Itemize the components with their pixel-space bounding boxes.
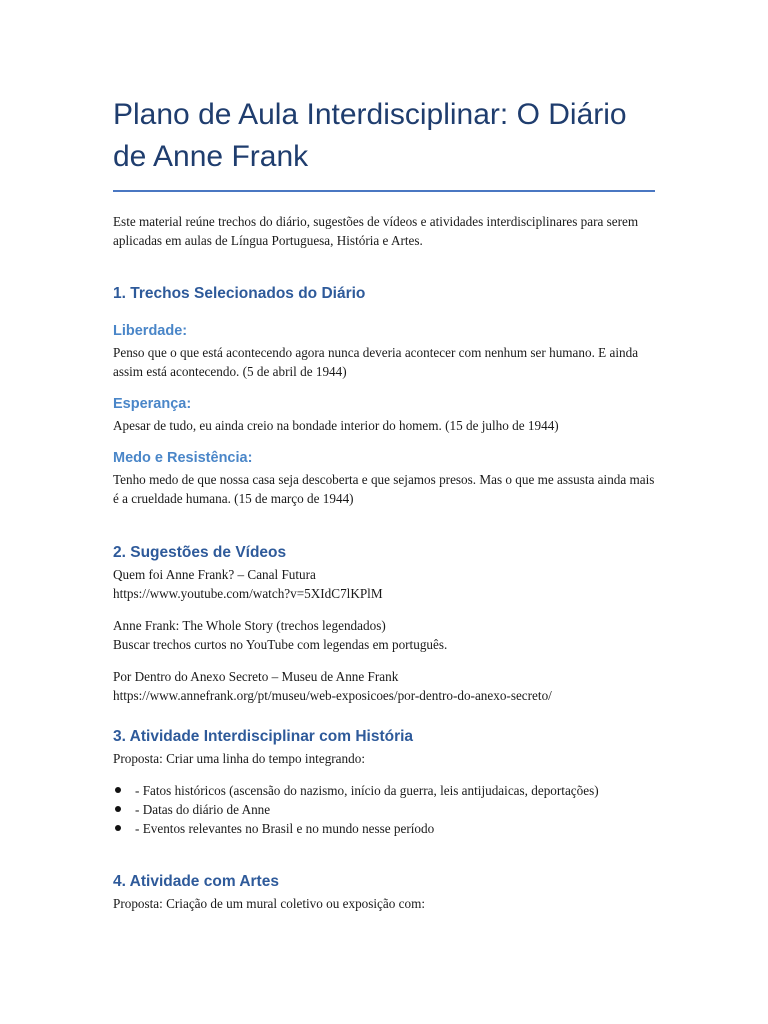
video-title: Anne Frank: The Whole Story (trechos legendados): [113, 618, 386, 633]
history-bullet-list: [113, 781, 658, 838]
list-item-text: - Datas do diário de Anne: [135, 802, 271, 817]
excerpt-label-liberdade: Liberdade:: [113, 323, 188, 339]
excerpt-text-esperanca: Apesar de tudo, eu ainda creio na bondade interior do homem. (15 de julho de 1944): [113, 418, 559, 433]
list-item-text: - Eventos relevantes no Brasil e no mundo nesse período: [135, 821, 435, 836]
excerpt-label-medo: Medo e Resistência:: [113, 450, 253, 466]
section-heading-videos: 2. Sugestões de Vídeos: [113, 544, 287, 561]
bullet-icon: [115, 787, 121, 793]
video-note: Buscar trechos curtos no YouTube com legendas em português.: [113, 637, 448, 652]
document-title: Plano de Aula Interdisciplinar: O Diário de Anne Frank: [113, 98, 627, 173]
video-link[interactable]: https://www.annefrank.org/pt/museu/web-exposicoes/por-dentro-do-anexo-secreto/: [113, 688, 552, 703]
video-item: [113, 667, 658, 705]
video-item: [113, 565, 658, 603]
list-item-text: - Fatos históricos (ascensão do nazismo, início da guerra, leis antijudaicas, deportações): [135, 783, 599, 798]
history-proposal: Proposta: Criar uma linha do tempo integrando:: [113, 751, 365, 766]
section-heading-arts: 4. Atividade com Artes: [113, 873, 279, 890]
section-heading-excerpts: 1. Trechos Selecionados do Diário: [113, 285, 366, 302]
video-title: Quem foi Anne Frank? – Canal Futura: [113, 567, 316, 582]
list-item: [113, 819, 658, 838]
list-item: [113, 800, 658, 819]
video-item: [113, 616, 658, 654]
video-title: Por Dentro do Anexo Secreto – Museu de Anne Frank: [113, 669, 399, 684]
excerpt-text-liberdade: Penso que o que está acontecendo agora nunca deveria acontecer com nenhum ser humano. E ainda assim está acontecendo. (5 de abril de 1944): [113, 345, 639, 379]
list-item: [113, 781, 658, 800]
document-body: [113, 0, 658, 913]
excerpt-text-medo: Tenho medo de que nossa casa seja descoberta e que sejamos presos. Mas o que me assusta ainda mais é a crueldade humana. (15 de março de 1944): [113, 472, 655, 506]
video-link[interactable]: https://www.youtube.com/watch?v=5XIdC7lKPlM: [113, 586, 383, 601]
title-underline: [113, 190, 655, 192]
arts-proposal: Proposta: Criação de um mural coletivo ou exposição com:: [113, 896, 426, 911]
section-heading-history: 3. Atividade Interdisciplinar com História: [113, 728, 414, 745]
intro-paragraph: Este material reúne trechos do diário, sugestões de vídeos e atividades interdisciplinares para serem aplicadas em aulas de Língua Portuguesa, História e Artes.: [113, 214, 639, 248]
bullet-icon: [115, 806, 121, 812]
bullet-icon: [115, 825, 121, 831]
excerpt-label-esperanca: Esperança:: [113, 396, 192, 412]
